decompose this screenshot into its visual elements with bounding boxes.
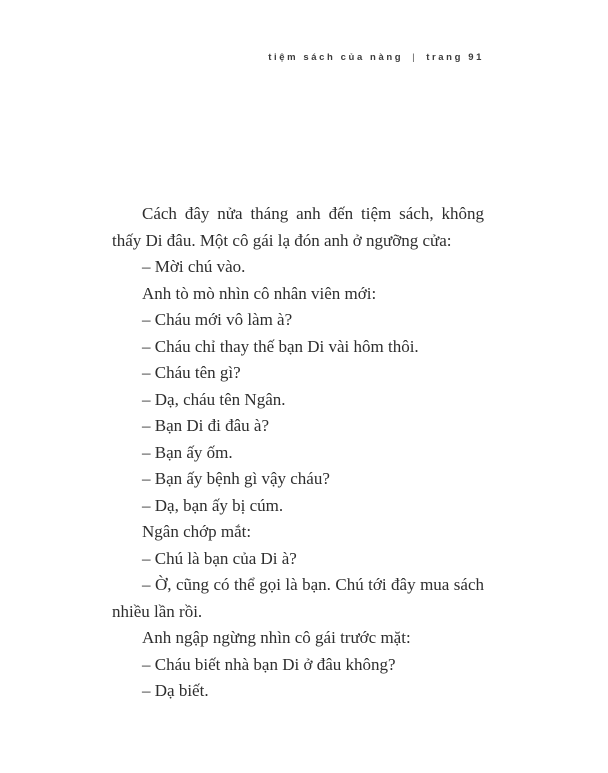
dialogue-line: – Cháu biết nhà bạn Di ở đâu không? [142,654,396,674]
header-separator: | [412,52,418,63]
running-header [0,52,484,63]
dialogue-line: – Bạn ấy ốm. [142,442,233,462]
paragraph: Ngân chớp mắt: [142,522,252,541]
dialogue-line: – Bạn ấy bệnh gì vậy cháu? [142,469,330,488]
dialogue-line: – Cháu chỉ thay thế bạn Di vài hôm thôi. [142,336,419,356]
dialogue-line: – Dạ, cháu tên Ngân. [142,389,286,409]
dialogue-line: – Bạn Di đi đâu à? [142,416,269,435]
book-title: tiệm sách của nàng [268,52,404,63]
dialogue-line: – Dạ, bạn ấy bị cúm. [142,495,284,515]
paragraph: Anh tò mò nhìn cô nhân viên mới: [142,283,377,303]
dialogue-line: – Dạ biết. [142,681,209,700]
page-text [112,201,484,705]
dialogue-line: – Chú là bạn của Di à? [142,548,297,568]
paragraph: Cách đây nửa tháng anh đến tiệm sách, không thấy Di đâu. Một cô gái lạ đón anh ở ngưỡng cửa: [112,204,484,250]
page-number: trang 91 [426,52,484,63]
paragraph: Anh ngập ngừng nhìn cô gái trước mặt: [142,628,411,647]
dialogue-line: – Cháu tên gì? [142,363,241,382]
dialogue-line: – Ờ, cũng có thể gọi là bạn. Chú tới đây mua sách nhiều lần rồi. [112,575,484,621]
dialogue-line: – Cháu mới vô làm à? [142,310,293,329]
dialogue-line: – Mời chú vào. [142,257,246,276]
